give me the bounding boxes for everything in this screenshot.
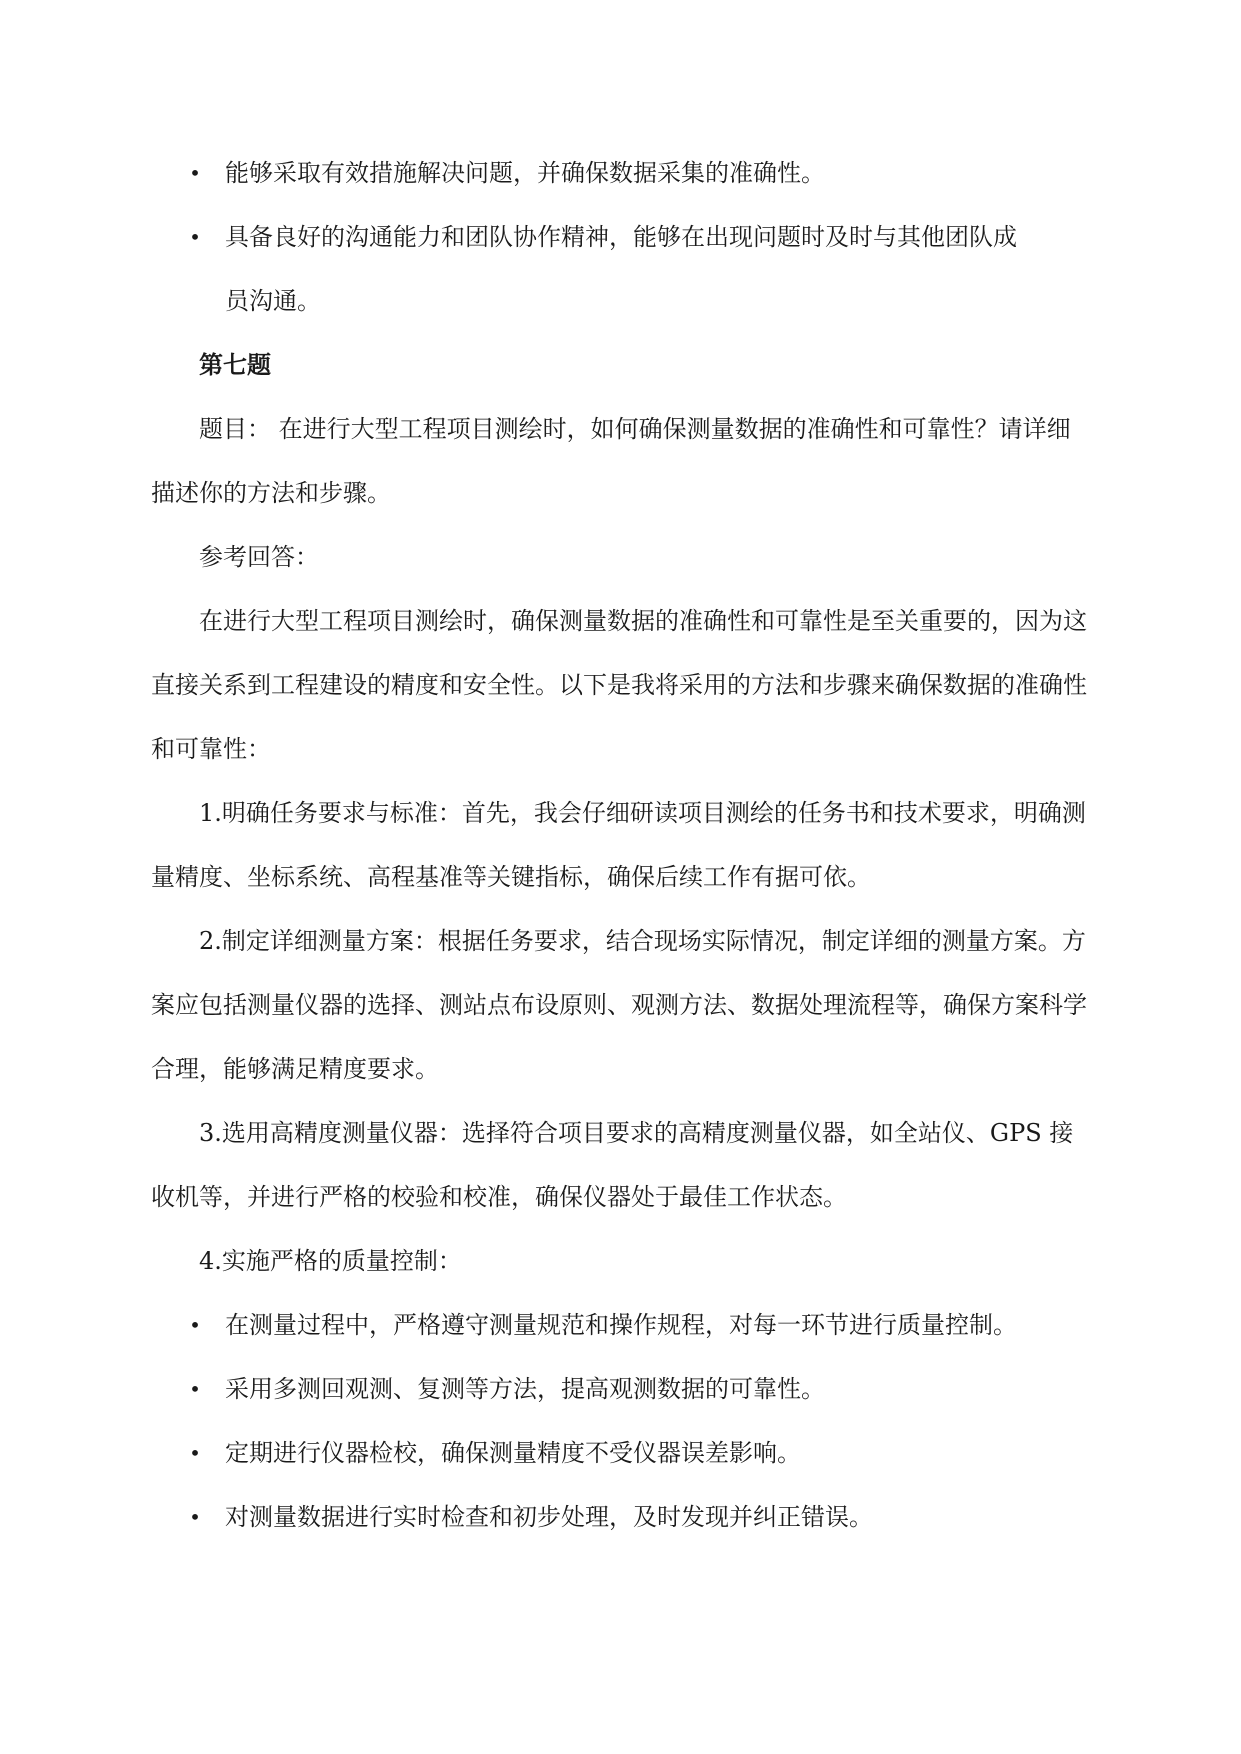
list-item-text: 在测量过程中，严格遵守测量规范和操作规程，对每一环节进行质量控制。 bbox=[225, 1311, 1017, 1339]
list-item bbox=[151, 205, 1021, 333]
list-item-text: 能够采取有效措施解决问题，并确保数据采集的准确性。 bbox=[225, 159, 825, 187]
step-paragraph: 2.制定详细测量方案：根据任务要求，结合现场实际情况，制定详细的测量方案。方案应包括测量仪器的选择、测站点布设原则、观测方法、数据处理流程等，确保方案科学合理，能够满足精度要求。 bbox=[151, 927, 1087, 1083]
list-item bbox=[151, 1485, 1021, 1549]
list-item bbox=[151, 1293, 1021, 1357]
list-item-text: 对测量数据进行实时检查和初步处理，及时发现并纠正错误。 bbox=[225, 1503, 873, 1531]
list-item bbox=[151, 1357, 1021, 1421]
document-content bbox=[151, 141, 1091, 1549]
step-paragraph: 4.实施严格的质量控制： bbox=[199, 1247, 462, 1275]
step-paragraph: 3.选用高精度测量仪器：选择符合项目要求的高精度测量仪器，如全站仪、GPS 接收机等，并进行严格的校验和校准，确保仪器处于最佳工作状态。 bbox=[151, 1119, 1074, 1211]
list-item bbox=[151, 141, 1021, 205]
top-bullet-list bbox=[151, 141, 1021, 333]
list-item-text: 定期进行仪器检校，确保测量精度不受仪器误差影响。 bbox=[225, 1439, 801, 1467]
section-heading: 第七题 bbox=[199, 350, 271, 379]
bullet-icon: • bbox=[189, 225, 201, 249]
answer-label: 参考回答： bbox=[199, 543, 319, 571]
bullet-icon: • bbox=[189, 1313, 201, 1337]
bullet-icon: • bbox=[189, 1377, 201, 1401]
list-item-text: 具备良好的沟通能力和团队协作精神，能够在出现问题时及时与其他团队成员沟通。 bbox=[225, 223, 1017, 315]
bullet-icon: • bbox=[189, 161, 201, 185]
list-item-text: 采用多测回观测、复测等方法，提高观测数据的可靠性。 bbox=[225, 1375, 825, 1403]
bottom-bullet-list bbox=[151, 1293, 1021, 1549]
intro-paragraph: 在进行大型工程项目测绘时，确保测量数据的准确性和可靠性是至关重要的，因为这直接关系到工程建设的精度和安全性。以下是我将采用的方法和步骤来确保数据的准确性和可靠性： bbox=[151, 607, 1087, 763]
step-paragraph: 1.明确任务要求与标准：首先，我会仔细研读项目测绘的任务书和技术要求，明确测量精度、坐标系统、高程基准等关键指标，确保后续工作有据可依。 bbox=[151, 799, 1086, 891]
list-item bbox=[151, 1421, 1021, 1485]
bullet-icon: • bbox=[189, 1505, 201, 1529]
bullet-icon: • bbox=[189, 1441, 201, 1465]
question-paragraph: 题目： 在进行大型工程项目测绘时，如何确保测量数据的准确性和可靠性？请详细描述你的方法和步骤。 bbox=[151, 415, 1071, 507]
